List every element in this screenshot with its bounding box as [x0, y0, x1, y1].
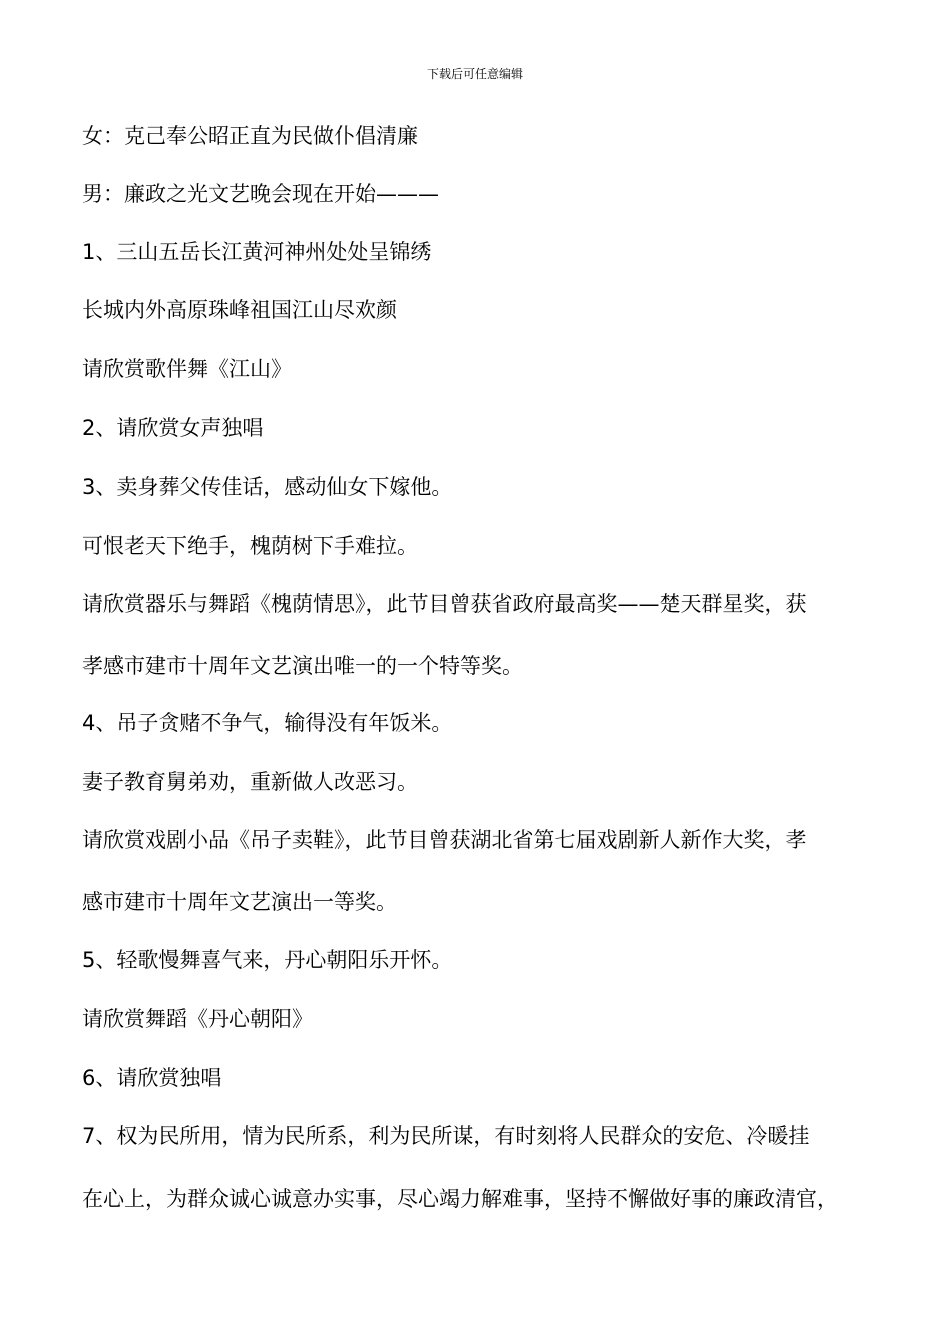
text-line: 在心上，为群众诚心诚意办实事，尽心竭力解难事，坚持不懈做好事的廉政清官，	[82, 1187, 838, 1211]
text-line: 请欣赏歌伴舞《江山》	[82, 357, 292, 381]
text-line: 3、卖身葬父传佳话，感动仙女下嫁他。	[82, 475, 453, 499]
text-line: 女：克己奉公昭正直为民做仆倡清廉	[82, 124, 418, 148]
text-line: 请欣赏戏剧小品《吊子卖鞋》，此节目曾获湖北省第七届戏剧新人新作大奖，孝	[82, 828, 807, 852]
text-line: 孝感市建市十周年文艺演出唯一的一个特等奖。	[82, 654, 523, 678]
text-line: 可恨老天下绝手，槐荫树下手难拉。	[82, 534, 418, 558]
text-line: 6、请欣赏独唱	[82, 1066, 222, 1090]
text-line: 男：廉政之光文艺晚会现在开始———	[82, 182, 439, 206]
text-line: 感市建市十周年文艺演出一等奖。	[82, 890, 397, 914]
text-line: 请欣赏器乐与舞蹈《槐荫情思》，此节目曾获省政府最高奖——楚天群星奖，获	[82, 592, 807, 616]
text-line: 2、请欣赏女声独唱	[82, 416, 264, 440]
text-line: 4、吊子贪赌不争气，输得没有年饭米。	[82, 711, 453, 735]
text-line: 妻子教育舅弟劝，重新做人改恶习。	[82, 770, 418, 794]
text-line: 请欣赏舞蹈《丹心朝阳》	[82, 1007, 313, 1031]
text-line: 5、轻歌慢舞喜气来，丹心朝阳乐开怀。	[82, 948, 453, 972]
text-line: 7、权为民所用，情为民所系，利为民所谋，有时刻将人民群众的安危、冷暖挂	[82, 1124, 810, 1148]
text-line: 1、三山五岳长江黄河神州处处呈锦绣	[82, 240, 432, 264]
page-header: 下载后可任意编辑	[426, 67, 523, 81]
text-line: 长城内外高原珠峰祖国江山尽欢颜	[82, 298, 397, 322]
